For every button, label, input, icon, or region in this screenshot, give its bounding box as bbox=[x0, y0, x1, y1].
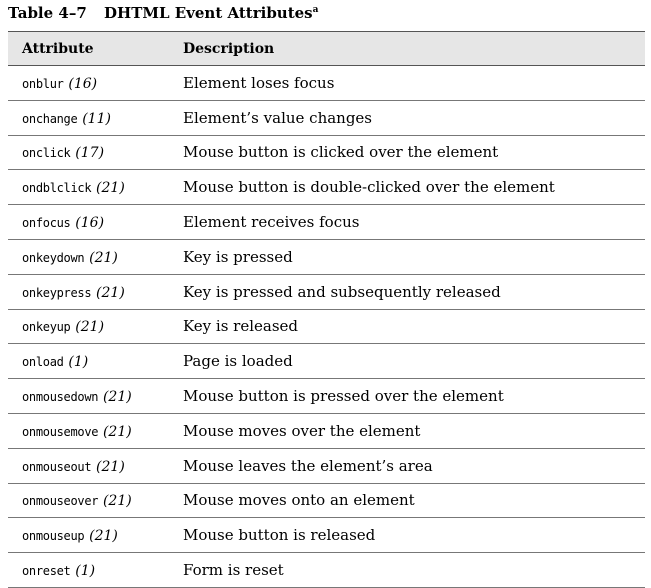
description-cell: Element receives focus bbox=[175, 205, 645, 240]
attribute-name: onkeyup bbox=[22, 320, 71, 335]
table-title: DHTML Event Attributes bbox=[104, 4, 313, 22]
attribute-version: (21) bbox=[96, 284, 125, 301]
attribute-version: (16) bbox=[68, 75, 98, 92]
column-header-description: Description bbox=[175, 32, 645, 66]
attribute-cell bbox=[8, 413, 175, 448]
attribute-version: (21) bbox=[96, 180, 125, 197]
description-cell: Mouse button is clicked over the element bbox=[175, 135, 645, 170]
table-row bbox=[8, 379, 645, 414]
table-row bbox=[8, 483, 645, 518]
attribute-name: onload bbox=[22, 355, 64, 370]
table-row bbox=[8, 100, 645, 135]
description-cell: Element loses focus bbox=[175, 66, 645, 101]
attribute-name: onmousemove bbox=[22, 424, 99, 439]
description-cell: Mouse leaves the element’s area bbox=[175, 448, 645, 483]
attribute-cell bbox=[8, 379, 175, 414]
description-cell: Mouse button is released bbox=[175, 518, 645, 553]
table-caption bbox=[8, 4, 318, 22]
attribute-cell bbox=[8, 448, 175, 483]
attribute-cell bbox=[8, 553, 175, 588]
attribute-name: onmouseout bbox=[22, 459, 92, 474]
attribute-version: (17) bbox=[75, 145, 105, 162]
attribute-version: (21) bbox=[75, 319, 105, 336]
description-cell: Mouse moves onto an element bbox=[175, 483, 645, 518]
attribute-cell bbox=[8, 344, 175, 379]
attribute-version: (1) bbox=[68, 354, 89, 371]
attribute-version: (21) bbox=[89, 249, 118, 266]
table-row bbox=[8, 205, 645, 240]
attribute-version: (21) bbox=[102, 423, 132, 440]
table-row bbox=[8, 344, 645, 379]
attribute-version: (11) bbox=[82, 110, 111, 127]
attribute-cell bbox=[8, 483, 175, 518]
header-row bbox=[8, 32, 645, 66]
attribute-cell bbox=[8, 170, 175, 205]
attribute-cell bbox=[8, 100, 175, 135]
description-cell: Element’s value changes bbox=[175, 100, 645, 135]
table-row bbox=[8, 413, 645, 448]
table-row bbox=[8, 66, 645, 101]
table-row bbox=[8, 135, 645, 170]
description-cell: Page is loaded bbox=[175, 344, 645, 379]
attribute-name: onclick bbox=[22, 146, 71, 161]
attribute-version: (21) bbox=[96, 458, 125, 475]
description-cell: Form is reset bbox=[175, 553, 645, 588]
attribute-name: onfocus bbox=[22, 216, 71, 231]
attribute-cell bbox=[8, 309, 175, 344]
attribute-cell bbox=[8, 239, 175, 274]
attribute-name: onmouseup bbox=[22, 529, 85, 544]
attribute-name: ondblclick bbox=[22, 181, 92, 196]
column-header-attribute: Attribute bbox=[8, 32, 175, 66]
description-cell: Key is pressed bbox=[175, 239, 645, 274]
description-cell: Mouse moves over the element bbox=[175, 413, 645, 448]
table-row bbox=[8, 553, 645, 588]
attribute-cell bbox=[8, 518, 175, 553]
attribute-name: onkeydown bbox=[22, 250, 85, 265]
description-cell: Key is pressed and subsequently released bbox=[175, 274, 645, 309]
attribute-cell bbox=[8, 66, 175, 101]
attribute-version: (21) bbox=[89, 528, 118, 545]
table-row bbox=[8, 274, 645, 309]
attribute-cell bbox=[8, 205, 175, 240]
footnote-mark: a bbox=[312, 5, 319, 15]
description-cell: Key is released bbox=[175, 309, 645, 344]
attribute-name: onmousedown bbox=[22, 390, 99, 405]
attribute-version: (16) bbox=[75, 215, 105, 232]
description-cell: Mouse button is double-clicked over the element bbox=[175, 170, 645, 205]
description-cell: Mouse button is pressed over the element bbox=[175, 379, 645, 414]
table-row bbox=[8, 448, 645, 483]
table-row bbox=[8, 518, 645, 553]
attribute-version: (21) bbox=[102, 493, 132, 510]
table-row bbox=[8, 309, 645, 344]
event-attributes-table bbox=[8, 31, 645, 588]
table-row bbox=[8, 170, 645, 205]
attribute-name: onblur bbox=[22, 76, 64, 91]
attribute-name: onmouseover bbox=[22, 494, 99, 509]
attribute-version: (21) bbox=[102, 389, 132, 406]
attribute-cell bbox=[8, 274, 175, 309]
attribute-name: onkeypress bbox=[22, 285, 92, 300]
table-number: Table 4–7 bbox=[8, 4, 87, 22]
attribute-name: onreset bbox=[22, 564, 71, 579]
table-row bbox=[8, 239, 645, 274]
attribute-version: (1) bbox=[75, 563, 96, 580]
attribute-cell bbox=[8, 135, 175, 170]
attribute-name: onchange bbox=[22, 111, 78, 126]
